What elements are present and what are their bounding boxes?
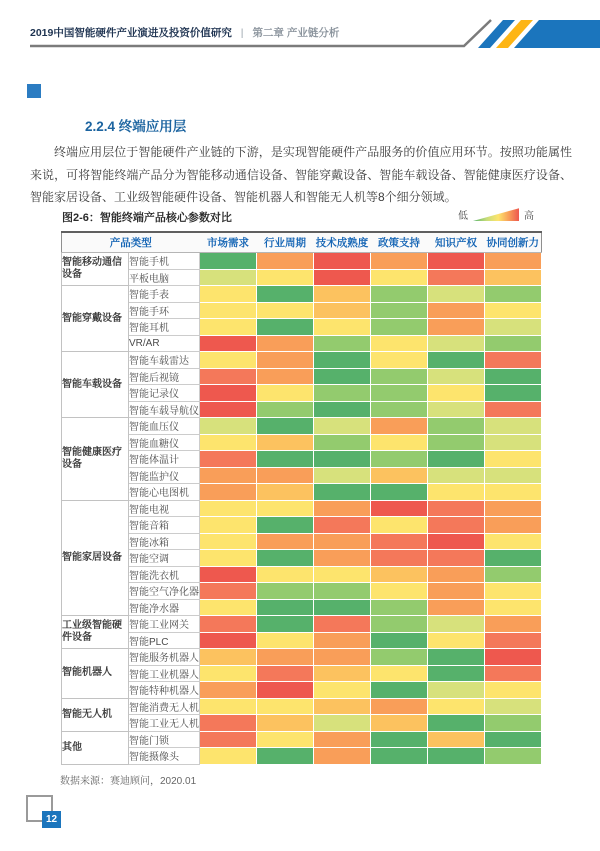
- heat-cell: [485, 517, 542, 534]
- heat-cell: [314, 500, 371, 517]
- heat-cell: [257, 500, 314, 517]
- category-cell: 智能穿戴设备: [62, 286, 129, 352]
- heat-cell: [485, 335, 542, 352]
- heat-cell: [200, 352, 257, 369]
- heat-cell: [257, 583, 314, 600]
- heat-cell: [257, 665, 314, 682]
- heat-cell: [428, 368, 485, 385]
- category-cell: 智能健康医疗设备: [62, 418, 129, 501]
- heat-cell: [485, 632, 542, 649]
- heat-cell: [200, 665, 257, 682]
- data-source-note: 数据来源：赛迪顾问，2020.01: [60, 776, 197, 787]
- heat-cell: [428, 302, 485, 319]
- product-name-cell: 智能服务机器人: [129, 649, 200, 666]
- heat-cell: [200, 253, 257, 270]
- table-row: [62, 467, 542, 484]
- heat-cell: [485, 319, 542, 336]
- heat-cell: [314, 533, 371, 550]
- heat-cell: [428, 682, 485, 699]
- col-header-metric-5: 知识产权: [428, 232, 485, 253]
- product-name-cell: 智能耳机: [129, 319, 200, 336]
- heat-cell: [257, 385, 314, 402]
- table-row: [62, 253, 542, 270]
- col-header-metric-4: 政策支持: [371, 232, 428, 253]
- heat-cell: [200, 599, 257, 616]
- figure-caption: 图2-6：智能终端产品核心参数对比: [62, 212, 232, 224]
- heat-cell: [314, 517, 371, 534]
- heat-cell: [428, 698, 485, 715]
- heat-cell: [428, 434, 485, 451]
- heat-cell: [257, 253, 314, 270]
- heat-cell: [257, 302, 314, 319]
- heatmap-table: [61, 231, 542, 765]
- table-row: [62, 517, 542, 534]
- heat-cell: [200, 517, 257, 534]
- heat-cell: [314, 352, 371, 369]
- heat-cell: [314, 385, 371, 402]
- heat-cell: [485, 731, 542, 748]
- heat-cell: [428, 731, 485, 748]
- heat-cell: [485, 748, 542, 765]
- heat-cell: [371, 467, 428, 484]
- heat-cell: [485, 550, 542, 567]
- heat-cell: [257, 731, 314, 748]
- heat-cell: [200, 401, 257, 418]
- heat-cell: [200, 731, 257, 748]
- col-header-metric-3: 技术成熟度: [314, 232, 371, 253]
- product-name-cell: 智能手环: [129, 302, 200, 319]
- table-row: [62, 583, 542, 600]
- heat-cell: [428, 385, 485, 402]
- heat-cell: [314, 550, 371, 567]
- heat-cell: [314, 368, 371, 385]
- heat-cell: [200, 302, 257, 319]
- table-row: [62, 533, 542, 550]
- section-title: 2.2.4 终端应用层: [85, 119, 187, 134]
- product-name-cell: 智能车载雷达: [129, 352, 200, 369]
- heat-cell: [428, 418, 485, 435]
- product-name-cell: 智能洗衣机: [129, 566, 200, 583]
- category-cell: 智能移动通信设备: [62, 253, 129, 286]
- heat-cell: [314, 451, 371, 468]
- table-row: [62, 566, 542, 583]
- heat-cell: [428, 632, 485, 649]
- heat-cell: [314, 434, 371, 451]
- col-header-metric-2: 行业周期: [257, 232, 314, 253]
- product-name-cell: 智能手机: [129, 253, 200, 270]
- heat-cell: [371, 434, 428, 451]
- heat-cell: [485, 649, 542, 666]
- heat-cell: [485, 533, 542, 550]
- gradient-wedge-icon: [473, 208, 519, 221]
- heat-cell: [428, 649, 485, 666]
- product-name-cell: 智能PLC: [129, 632, 200, 649]
- product-name-cell: 智能心电图机: [129, 484, 200, 501]
- product-name-cell: 智能后视镜: [129, 368, 200, 385]
- heat-cell: [257, 566, 314, 583]
- heat-cell: [485, 434, 542, 451]
- heat-cell: [371, 302, 428, 319]
- table-row: [62, 434, 542, 451]
- heat-cell: [371, 665, 428, 682]
- heat-cell: [428, 352, 485, 369]
- heat-cell: [371, 484, 428, 501]
- product-name-cell: 智能血糖仪: [129, 434, 200, 451]
- table-header-row: [62, 232, 542, 253]
- heat-cell: [428, 335, 485, 352]
- heat-cell: [428, 451, 485, 468]
- table-row: [62, 599, 542, 616]
- product-name-cell: 智能特种机器人: [129, 682, 200, 699]
- heat-cell: [200, 583, 257, 600]
- table-row: [62, 715, 542, 732]
- heat-cell: [371, 616, 428, 633]
- product-name-cell: 智能电视: [129, 500, 200, 517]
- heat-cell: [371, 599, 428, 616]
- col-header-metric-6: 协同创新力: [485, 232, 542, 253]
- table-row: [62, 731, 542, 748]
- category-cell: 其他: [62, 731, 129, 764]
- heat-cell: [371, 715, 428, 732]
- heat-cell: [485, 599, 542, 616]
- table-row: [62, 286, 542, 303]
- heat-cell: [485, 451, 542, 468]
- heat-cell: [428, 319, 485, 336]
- heat-cell: [200, 550, 257, 567]
- heat-cell: [371, 500, 428, 517]
- heat-cell: [200, 500, 257, 517]
- heat-cell: [200, 286, 257, 303]
- heat-cell: [314, 682, 371, 699]
- heat-cell: [428, 484, 485, 501]
- category-cell: 智能家居设备: [62, 500, 129, 616]
- heat-cell: [371, 583, 428, 600]
- heat-cell: [314, 418, 371, 435]
- col-header-product-type: 产品类型: [62, 232, 200, 253]
- product-name-cell: 智能血压仪: [129, 418, 200, 435]
- table-row: [62, 418, 542, 435]
- heat-cell: [485, 583, 542, 600]
- heat-cell: [371, 451, 428, 468]
- heat-cell: [200, 385, 257, 402]
- blue-square-accent: [27, 84, 41, 98]
- heat-cell: [485, 566, 542, 583]
- table-row: [62, 302, 542, 319]
- heat-cell: [200, 467, 257, 484]
- heat-cell: [485, 401, 542, 418]
- heat-cell: [200, 319, 257, 336]
- heat-cell: [371, 533, 428, 550]
- heat-cell: [200, 682, 257, 699]
- heat-cell: [257, 599, 314, 616]
- product-name-cell: VR/AR: [129, 335, 200, 352]
- table-row: [62, 649, 542, 666]
- heat-cell: [371, 649, 428, 666]
- heat-cell: [485, 682, 542, 699]
- heat-cell: [485, 253, 542, 270]
- heat-cell: [371, 335, 428, 352]
- heat-cell: [314, 731, 371, 748]
- heat-cell: [371, 352, 428, 369]
- heat-cell: [371, 550, 428, 567]
- heat-cell: [371, 566, 428, 583]
- heat-cell: [428, 401, 485, 418]
- heat-cell: [371, 401, 428, 418]
- heat-cell: [200, 632, 257, 649]
- product-name-cell: 智能消费无人机: [129, 698, 200, 715]
- color-legend: [458, 207, 534, 222]
- table-row: [62, 368, 542, 385]
- heatmap-table-container: [61, 231, 542, 765]
- report-title: 2019中国智能硬件产业演进及投资价值研究: [30, 27, 232, 39]
- heat-cell: [257, 715, 314, 732]
- heat-cell: [371, 682, 428, 699]
- product-name-cell: 智能净水器: [129, 599, 200, 616]
- legend-high-label: 高: [524, 211, 534, 222]
- heat-cell: [257, 649, 314, 666]
- table-row: [62, 748, 542, 765]
- heat-cell: [428, 550, 485, 567]
- heat-cell: [371, 385, 428, 402]
- heat-cell: [485, 665, 542, 682]
- product-name-cell: 智能监护仪: [129, 467, 200, 484]
- heat-cell: [428, 467, 485, 484]
- table-row: [62, 269, 542, 286]
- product-name-cell: 平板电脑: [129, 269, 200, 286]
- product-name-cell: 智能音箱: [129, 517, 200, 534]
- heat-cell: [314, 467, 371, 484]
- heat-cell: [200, 533, 257, 550]
- table-row: [62, 352, 542, 369]
- heat-cell: [200, 566, 257, 583]
- heat-cell: [257, 517, 314, 534]
- heat-cell: [485, 286, 542, 303]
- table-row: [62, 632, 542, 649]
- heat-cell: [200, 451, 257, 468]
- table-row: [62, 665, 542, 682]
- heat-cell: [371, 517, 428, 534]
- legend-low-label: 低: [458, 211, 468, 222]
- heat-cell: [314, 698, 371, 715]
- heat-cell: [314, 253, 371, 270]
- heat-cell: [314, 583, 371, 600]
- heat-cell: [371, 632, 428, 649]
- product-name-cell: 智能工业无人机: [129, 715, 200, 732]
- heat-cell: [257, 401, 314, 418]
- heat-cell: [428, 517, 485, 534]
- table-row: [62, 698, 542, 715]
- heat-cell: [428, 715, 485, 732]
- heat-cell: [200, 418, 257, 435]
- heat-cell: [200, 434, 257, 451]
- heat-cell: [257, 418, 314, 435]
- heat-cell: [200, 715, 257, 732]
- heat-cell: [428, 286, 485, 303]
- category-cell: 智能无人机: [62, 698, 129, 731]
- heat-cell: [257, 682, 314, 699]
- heat-cell: [200, 368, 257, 385]
- product-name-cell: 智能门锁: [129, 731, 200, 748]
- heat-cell: [314, 286, 371, 303]
- heat-cell: [257, 451, 314, 468]
- product-name-cell: 智能工业网关: [129, 616, 200, 633]
- heat-cell: [257, 352, 314, 369]
- heat-cell: [485, 616, 542, 633]
- heat-cell: [371, 286, 428, 303]
- heat-cell: [200, 616, 257, 633]
- heat-cell: [257, 368, 314, 385]
- product-name-cell: 智能工业机器人: [129, 665, 200, 682]
- heat-cell: [485, 269, 542, 286]
- heat-cell: [428, 665, 485, 682]
- heat-cell: [257, 467, 314, 484]
- heat-cell: [257, 269, 314, 286]
- category-cell: 智能车载设备: [62, 352, 129, 418]
- table-row: [62, 451, 542, 468]
- heat-cell: [257, 335, 314, 352]
- heat-cell: [371, 418, 428, 435]
- heat-cell: [200, 698, 257, 715]
- product-name-cell: 智能空气净化器: [129, 583, 200, 600]
- category-cell: 工业级智能硬件设备: [62, 616, 129, 649]
- chapter-title: 第二章 产业链分析: [252, 27, 340, 39]
- heat-cell: [314, 484, 371, 501]
- product-name-cell: 智能手表: [129, 286, 200, 303]
- table-row: [62, 500, 542, 517]
- table-row: [62, 319, 542, 336]
- heat-cell: [257, 616, 314, 633]
- heat-cell: [257, 632, 314, 649]
- heat-cell: [200, 484, 257, 501]
- heat-cell: [200, 335, 257, 352]
- heat-cell: [200, 269, 257, 286]
- heat-cell: [428, 583, 485, 600]
- header-separator: |: [240, 27, 244, 39]
- heat-cell: [371, 748, 428, 765]
- heat-cell: [428, 500, 485, 517]
- heat-cell: [314, 616, 371, 633]
- heat-cell: [428, 599, 485, 616]
- heat-cell: [485, 418, 542, 435]
- heat-cell: [314, 748, 371, 765]
- heat-cell: [257, 286, 314, 303]
- table-row: [62, 385, 542, 402]
- body-paragraph: 终端应用层位于智能硬件产业链的下游，是实现智能硬件产品服务的价值应用环节。按照功能属性来说，可将智能终端产品分为智能移动通信设备、智能穿戴设备、智能车载设备、智能健康医疗设备、智能家居设备、工业级智能硬件设备、智能机器人和智能无人机等8个细分领域。: [30, 145, 572, 204]
- heat-cell: [314, 302, 371, 319]
- heat-cell: [485, 484, 542, 501]
- heat-cell: [485, 467, 542, 484]
- col-header-metric-1: 市场需求: [200, 232, 257, 253]
- heat-cell: [314, 715, 371, 732]
- heat-cell: [314, 649, 371, 666]
- product-name-cell: 智能冰箱: [129, 533, 200, 550]
- heat-cell: [428, 616, 485, 633]
- heat-cell: [428, 533, 485, 550]
- product-name-cell: 智能空调: [129, 550, 200, 567]
- heat-cell: [371, 269, 428, 286]
- heat-cell: [485, 500, 542, 517]
- table-row: [62, 484, 542, 501]
- category-cell: 智能机器人: [62, 649, 129, 699]
- table-row: [62, 682, 542, 699]
- heat-cell: [314, 566, 371, 583]
- heat-cell: [257, 698, 314, 715]
- page-number-badge: 12: [42, 811, 61, 828]
- heat-cell: [200, 748, 257, 765]
- heat-cell: [371, 253, 428, 270]
- heat-cell: [485, 715, 542, 732]
- heat-cell: [371, 319, 428, 336]
- heat-cell: [428, 269, 485, 286]
- heat-cell: [314, 665, 371, 682]
- heat-cell: [314, 632, 371, 649]
- heat-cell: [485, 698, 542, 715]
- heat-cell: [428, 253, 485, 270]
- heat-cell: [485, 385, 542, 402]
- heat-cell: [371, 368, 428, 385]
- product-name-cell: 智能车载导航仪: [129, 401, 200, 418]
- product-name-cell: 智能摄像头: [129, 748, 200, 765]
- heat-cell: [314, 401, 371, 418]
- heat-cell: [257, 319, 314, 336]
- heat-cell: [257, 748, 314, 765]
- table-row: [62, 550, 542, 567]
- heat-cell: [371, 698, 428, 715]
- heat-cell: [428, 748, 485, 765]
- heat-cell: [200, 649, 257, 666]
- heat-cell: [428, 566, 485, 583]
- page-header: [30, 25, 339, 40]
- heat-cell: [371, 731, 428, 748]
- table-row: [62, 401, 542, 418]
- heat-cell: [314, 269, 371, 286]
- heat-cell: [257, 434, 314, 451]
- table-row: [62, 335, 542, 352]
- heat-cell: [485, 302, 542, 319]
- heat-cell: [314, 599, 371, 616]
- heat-cell: [314, 335, 371, 352]
- heat-cell: [257, 550, 314, 567]
- heat-cell: [257, 484, 314, 501]
- heat-cell: [257, 533, 314, 550]
- product-name-cell: 智能记录仪: [129, 385, 200, 402]
- product-name-cell: 智能体温计: [129, 451, 200, 468]
- heat-cell: [314, 319, 371, 336]
- table-row: [62, 616, 542, 633]
- heat-cell: [485, 352, 542, 369]
- heat-cell: [485, 368, 542, 385]
